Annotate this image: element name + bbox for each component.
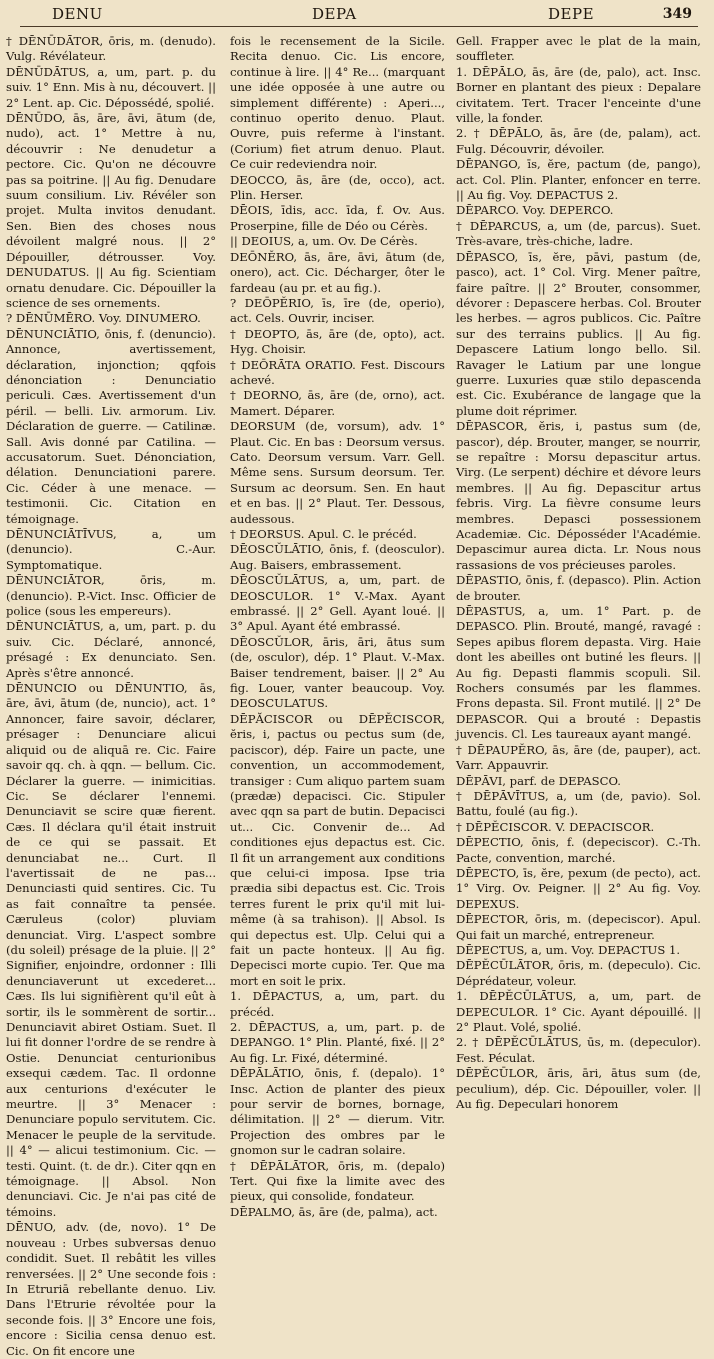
dictionary-entry: Gell. Frapper avec le plat de la main, souffleter. [456, 34, 701, 64]
dictionary-entry: DĒPĔCŪLOR, āris, āri, ātus sum (de, peculium), dép. Cic. Dépouiller, voler. || Au fig. Depeculari honorem [456, 1066, 701, 1112]
dictionary-entry: DĒPĀLĀTIO, ōnis, f. (depalo). 1° Insc. Action de planter des pieux pour servir de bornes, bornage, délimitation. || 2° — dierum. Vitr. Projection des ombres par le gnomon sur le cadran solaire. [230, 1066, 445, 1158]
running-head-left: DENU [52, 5, 103, 23]
dictionary-entry: ? DEŌPĔRIO, īs, īre (de, operio), act. Cels. Ouvrir, inciser. [230, 295, 445, 326]
column-2 [230, 34, 445, 1219]
dictionary-entry: DĒPECTO, īs, ĕre, pexum (de pecto), act. 1° Virg. Ov. Peigner. || 2° Au fig. Voy. DEPEXUS. [456, 865, 701, 911]
dictionary-entry: DĒPECTOR, ōris, m. (depeciscor). Apul. Qui fait un marché, entrepreneur. [456, 912, 701, 942]
dictionary-entry: fois le recensement de la Sicile. Recita denuo. Cic. Lis encore, continue à lire. || 4° Re... (marquant une idée opposée à une autre ou simplement différente) : Aperi..., continuo operito denuo. Plaut. Ouvre, puis referme à l'instant. (Corium) fiet atrum denuo. Plaut. Ce cuir redeviendra noir. [230, 34, 445, 172]
dictionary-entry: † DEORSUS. Apul. C. le précéd. [230, 527, 417, 541]
page-header [0, 0, 714, 30]
page-number: 349 [662, 6, 692, 22]
dictionary-entry: DĒPĂCISCOR ou DĒPĔCISCOR, ĕris, i, pactus ou pectus sum (de, paciscor), dép. Faire un pacte, une convention, un accommodement, transiger : Cum aliquo partem suam (prædæ) depacisci. Cic. Stipuler avec qqn sa part de butin. Depacisci ut... Cic. Convenir de... Ad conditiones ejus depactus est. Cic. Il fit un arrangement aux conditions que celui-ci imposa. Ipse tria prædia sibi depactus est. Cic. Trois terres furent le prix qu'il mit lui-même (à sa trahison). || Absol. Is qui depectus est. Ulp. Celui qui a fait un pacte honteux. || Au fig. Depecisci morte cupio. Ter. Que ma mort en soit le prix. [230, 711, 445, 988]
dictionary-entry: † DĒPARCUS, a, um (de, parcus). Suet. Très-avare, très-chiche, ladre. [456, 218, 701, 249]
dictionary-entry: 2. † DĒPĀLO, ās, āre (de, palam), act. Fulg. Découvrir, dévoiler. [456, 126, 701, 156]
dictionary-entry: † DĒPAUPĔRO, ās, āre (de, pauper), act. Varr. Appauvrir. [456, 742, 701, 773]
dictionary-entry: DĒNUNCIĀTUS, a, um, part. p. du suiv. Cic. Déclaré, annoncé, présagé : Ex denunciato. Sen. Après s'être annoncé. [6, 619, 216, 680]
dictionary-entry: DĒPANGO, īs, ĕre, pactum (de, pango), act. Col. Plin. Planter, enfoncer en terre. || Au fig. Voy. DEPACTUS 2. [456, 157, 701, 203]
dictionary-entry: † DĒPĀVĪTUS, a, um (de, pavio). Sol. Battu, foulé (au fig.). [456, 788, 701, 819]
dictionary-entry: † DĒPĀLĀTOR, ōris, m. (depalo) Tert. Qui fixe la limite avec des pieux, qui consolide, fondateur. [230, 1158, 445, 1204]
column-3 [456, 34, 701, 1112]
dictionary-entry: † DEORNO, ās, āre (de, orno), act. Mamert. Déparer. [230, 388, 445, 418]
dictionary-entry: DĒPECTUS, a, um. Voy. DEPACTUS 1. [456, 942, 681, 957]
dictionary-entry: † DĒPĔCISCOR. V. DEPACISCOR. [456, 819, 655, 834]
dictionary-entry: 2. † DĒPĔCŪLĀTUS, ūs, m. (depeculor). Fest. Péculat. [456, 1035, 701, 1065]
dictionary-entry: DĒPASTUS, a, um. 1° Part. p. de DEPASCO. Plin. Brouté, mangé, ravagé : Sepes apibus florem depasta. Virg. Haie dont les abeilles ont butiné les fleurs. || Au fig. Depasti flammis scopuli. Sil. Rochers consumés par les flammes. Frons depasta. Sil. Front mutilé. || 2° De DEPASCOR. Qui a brouté : Depastis juvencis. Cl. Les taureaux ayant mangé. [456, 604, 701, 742]
dictionary-entry: DĒPARCO. Voy. DEPERCO. [456, 203, 614, 218]
dictionary-entry: DEŌNĔRO, ās, āre, āvi, ātum (de, onero), act. Cic. Décharger, ôter le fardeau (au pr. et au fig.). [230, 249, 445, 295]
header-rule [20, 26, 698, 27]
dictionary-entry: DĒNUNCIĀTIO, ōnis, f. (denuncio). Annonce, avertissement, déclaration, injonction; qqfois dénonciation : Denunciatio periculi. Cæs. Avertissement d'un péril. — belli. Liv. armorum. Liv. Déclaration de guerre. — Catilinæ. Sall. Avis donné par Catilina. — accusatorum. Suet. Dénonciation, délation. Denunciationi parere. Cic. Céder à une menace. — testimonii. Cic. Citation en témoignage. [6, 326, 216, 526]
dictionary-entry: DEORSUM (de, vorsum), adv. 1° Plaut. Cic. En bas : Deorsum versus. Cato. Deorsum versum. Varr. Gell. Même sens. Sursum deorsum. Ter. Sursum ac deorsum. Sen. En haut et en bas. || 2° Plaut. Ter. Dessous, audessous. [230, 419, 445, 526]
dictionary-entry: DĒOSCŬLĀTIO, ōnis, f. (deosculor). Aug. Baisers, embrassement. [230, 542, 445, 572]
dictionary-entry: DĒPALMO, ās, āre (de, palma), act. [230, 1204, 438, 1219]
dictionary-entry: DĒNŪDĀTUS, a, um, part. p. du suiv. 1° Enn. Mis à nu, découvert. || 2° Lent. ap. Cic. Dépossédé, spolié. [6, 64, 216, 110]
dictionary-entry: † DĒNŪDĀTOR, ōris, m. (denudo). Vulg. Révélateur. [6, 34, 216, 64]
column-1 [6, 34, 216, 1358]
dictionary-entry: † DEOPTO, ās, āre (de, opto), act. Hyg. Choisir. [230, 326, 445, 357]
dictionary-entry: 1. DĒPACTUS, a, um, part. du précéd. [230, 989, 445, 1019]
dictionary-entry: DĒOSCŬLOR, āris, āri, ātus sum (de, osculor), dép. 1° Plaut. V.-Max. Baiser tendrement, baiser. || 2° Au fig. Louer, vanter beaucoup. Voy. DEOSCULATUS. [230, 634, 445, 711]
dictionary-entry: 1. DĒPĀLO, ās, āre (de, palo), act. Insc. Borner en plantant des pieux : Depalare civitatem. Tert. Tracer l'enceinte d'une ville, la fonder. [456, 64, 701, 126]
dictionary-entry: DĒPECTIO, ōnis, f. (depeciscor). C.-Th. Pacte, convention, marché. [456, 835, 701, 865]
dictionary-entry: DĒPASCO, īs, ĕre, pāvi, pastum (de, pasco), act. 1° Col. Virg. Mener paître, faire paître. || 2° Brouter, consommer, dévorer : Depascere herbas. Col. Brouter les herbes. — agros publicos. Cic. Paître sur des terrains publics. || Au fig. Depascere Latium longo bello. Sil. Ravager le Latium par une longue guerre. Luxuries quæ stilo depascenda est. Cic. Exubérance de langage que la plume doit réprimer. [456, 249, 701, 418]
dictionary-entry: DĒPĀVI, parf. de DEPASCO. [456, 773, 621, 788]
dictionary-entry: DĒPASTIO, ōnis, f. (depasco). Plin. Action de brouter. [456, 573, 701, 603]
dictionary-entry: DĒPĔCŪLĀTOR, ōris, m. (depeculo). Cic. Déprédateur, voleur. [456, 958, 701, 988]
dictionary-entry: † DEŌRĀTA ORATIO. Fest. Discours achevé. [230, 357, 445, 387]
running-head-right: DEPE [548, 5, 595, 23]
dictionary-entry: 1. DĒPĔCŪLĀTUS, a, um, part. de DEPECULOR. 1° Cic. Ayant dépouillé. || 2° Plaut. Volé, spolié. [456, 989, 701, 1034]
dictionary-entry: DĒNUO, adv. (de, novo). 1° De nouveau : Urbes subversas denuo condidit. Suet. Il rebâtit les villes renversées. || 2° Une seconde fois : In Etruriā rebellante denuo. Liv. Dans l'Etrurie révoltée pour la seconde fois. || 3° Encore une fois, encore : Sicilia censa denuo est. Cic. On fit encore une [6, 1220, 216, 1358]
dictionary-entry: DĒNUNCIO ou DĒNUNTIO, ās, āre, āvi, ātum (de, nuncio), act. 1° Annoncer, faire savoir, déclarer, présager : Denunciare alicui aliquid ou de aliquā re. Cic. Faire savoir qq. ch. à qqn. — bellum. Cic. Déclarer la guerre. — inimicitias. Cic. Se déclarer l'ennemi. Denunciavit se scire quæ fierent. Cæs. Il déclara qu'il était instruit de ce qui se passait. Et denunciabat ne... Curt. Il l'avertissait de ne pas... Denunciasti quid sentires. Cic. Tu as fait connaître ta pensée. Cæruleus (color) pluviam denunciat. Virg. L'aspect sombre (du soleil) présage de la pluie. || 2° Signifier, enjoindre, ordonner : Illi denunciaverunt ut excederet... Cæs. Ils lui signifièrent qu'il eût à sortir, ils le sommèrent de sortir... Denunciavit abiret Ostiam. Suet. Il lui fit donner l'ordre de se rendre à Ostie. Denunciat centurionibus exsequi cædem. Tac. Il ordonne aux centurions d'exécuter le meurtre. || 3° Menacer : Denunciare populo servitutem. Cic. Menacer le peuple de la servitude. || 4° — alicui testimonium. Cic. — testi. Quint. (t. de dr.). Citer qqn en témoignage. || Absol. Non denunciavi. Cic. Je n'ai pas cité de témoins. [6, 681, 216, 1219]
dictionary-entry: DĒOSCŬLĀTUS, a, um, part. de DEOSCULOR. 1° V.-Max. Ayant embrassé. || 2° Gell. Ayant loué. || 3° Apul. Ayant été embrassé. [230, 573, 445, 634]
dictionary-entry: || DEOIUS, a, um. Ov. De Cérès. [230, 234, 418, 249]
dictionary-entry: 2. DĒPACTUS, a, um, part. p. de DEPANGO. 1° Plin. Planté, fixé. || 2° Au fig. Lr. Fixé, déterminé. [230, 1020, 445, 1065]
dictionary-entry: DĒPASCOR, ĕris, i, pastus sum (de, pascor), dép. Brouter, manger, se nourrir, se repaître : Morsu depascitur artus. Virg. (Le serpent) déchire et dévore leurs membres. || Au fig. Depascitur artus febris. Virg. La fièvre consume leurs membres. Depasci possessionem Academiæ. Cic. Déposséder l'Académie. Depascimur aurea dicta. Lr. Nous nous rassasions de vos précieuses paroles. [456, 419, 701, 572]
dictionary-entry: DEOCCO, ās, āre (de, occo), act. Plin. Herser. [230, 172, 445, 203]
dictionary-entry: DĒNUNCIĀTOR, ōris, m. (denuncio). P.-Vict. Insc. Officier de police (sous les empereurs). [6, 573, 216, 619]
dictionary-entry: DĒNUNCIĀTĪVUS, a, um (denuncio). C.-Aur. Symptomatique. [6, 527, 216, 572]
dictionary-entry: DĒOIS, īdis, acc. īda, f. Ov. Aus. Proserpine, fille de Déo ou Cérès. [230, 203, 445, 233]
dictionary-entry: DĒNŪDO, ās, āre, āvi, ātum (de, nudo), act. 1° Mettre à nu, découvrir : Ne denudetur a pectore. Cic. Qu'on ne découvre pas sa poitrine. || Au fig. Denudare suum consilium. Liv. Révéler son projet. Multa invitos denudant. Sen. Bien des choses nous dévoilent malgré nous. || 2° Dépouiller, détrousser. Voy. DENUDATUS. || Au fig. Scientiam ornatu denudare. Cic. Dépouiller la science de ses ornements. [6, 111, 216, 310]
dictionary-entry: ? DĒNŪMĒRO. Voy. DINUMERO. [6, 311, 201, 326]
running-head-middle: DEPA [312, 5, 357, 23]
